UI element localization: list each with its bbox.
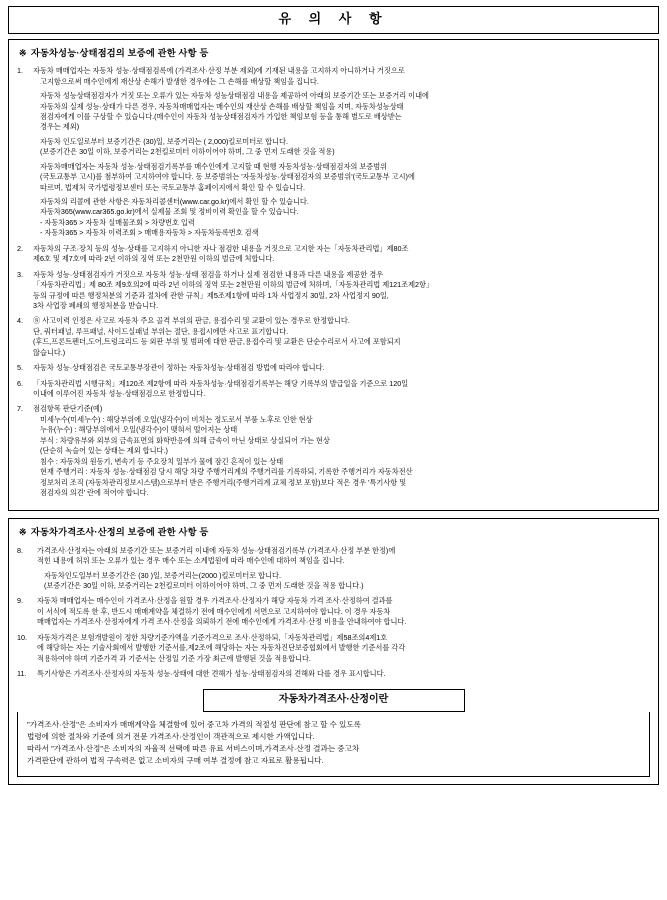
clause-11-number: 11. xyxy=(17,669,27,679)
clause-4-line-3: (후드,프론트펜더,도어,트렁크리드 등 외판 부위 및 범퍼에 대한 판금,용접수리 및 교환은 단순수리로서 사고에 포함되지 xyxy=(33,337,401,347)
clause-7 xyxy=(17,404,650,498)
clause-2-line-1: 자동차의 구조·장치 등의 성능·상태를 고지하지 아니한 자나 점검한 내용을 거짓으로 고지한 자는「자동차관리법」제80조 xyxy=(33,243,409,253)
clause-4 xyxy=(17,316,650,358)
clause-7-sub-1: 미세누수(미세누수) : 해당부위에 오일(냉각수)이 비치는 정도로서 부품 노후로 인한 현상 xyxy=(40,414,313,424)
clause-1-sub-3-line-1: 자동차매매업자는 자동차 성능·상태점검기록부를 매수인에게 고지할 때 현행 자동차성능·상태점검자의 보증범위 xyxy=(40,161,388,171)
clause-1-sub-3 xyxy=(33,162,650,193)
clause-1-number: 1. xyxy=(17,66,23,76)
clause-1-line-1: 자동차 매매업자는 자동차 성능·상태점검록에 (가격조사·산정 부분 제외)에 기재된 내용을 고지하지 아니하거나 거짓으로 xyxy=(33,66,405,76)
clause-1-sub-2-line-1: 자동차 인도일로부터 보증기간은 (30)일, 보증거리는 ( 2,000)킬로미터로 합니다. xyxy=(40,136,288,146)
clause-1-sub-3-line-3: 따르며, 법제처 국가법령정보센터 또는 국토교통부 홈페이지에서 확인 할 수 있습니다. xyxy=(40,182,305,192)
price-assessment-definition xyxy=(17,689,650,777)
clause-4-line-1: ⑧ 사고이력 인정은 사고로 자동차 주요 골격 부위의 판금, 용접수리 및 교환이 있는 경우로 한정합니다. xyxy=(33,316,350,326)
page-title: 유 의 사 항 xyxy=(8,6,659,34)
clause-11-body xyxy=(37,669,650,679)
clause-10-line-3: 적용하여야 하며 기준가격 과 기준서는 산정일 기준 가장 최근에 발행된 것을 적용합니다. xyxy=(37,653,311,663)
clause-1-sub-4-line-2: 자동차365(www.car365.go.kr)에서 실제물 조회 및 정비이력 확인을 할 수 있습니다. xyxy=(40,207,299,217)
clause-7-sub-2: 누유(누수) : 해당부위에서 오일(냉각수)이 맺혀서 떨어지는 상태 xyxy=(40,425,238,435)
clause-8-number: 8. xyxy=(17,545,23,555)
clause-8-sub-1-line-2: (보증기간은 30일 이하, 보증거리는 2천킬로미터 이하이어야 하며, 그 중 먼저 도래한 것을 적용 합니다.) xyxy=(44,581,364,591)
clause-1-sub-3-line-2: (국토교통부 고시)를 첨부하여 고지하여야 합니다. 동 보증범위는 '자동차성능·상태점검자의 보증범위'(국토교통부 고시)에 xyxy=(40,172,415,182)
clause-7-line-1: 점검항목 판단기준(예) xyxy=(33,404,103,414)
clause-2-number: 2. xyxy=(17,243,23,253)
clause-3-line-3: 등의 규정에 따른 행정처분의 기준과 절차에 관한 규칙」제5조제1항에 따라 1차 사업정지 30일, 2차 사업정지 90일, xyxy=(33,290,389,300)
clause-5-body xyxy=(33,363,650,373)
clause-9-line-3: 매매업자는 가격조사·산정자에게 가격 조사·산정을 의뢰하기 전에 매수인에게 가격조사·산정 비용을 안내하여야 합니다. xyxy=(37,617,407,627)
clause-8-sub-1-line-1: 자동차인도일부터 보증기간은 (30 )일, 보증거리는(2000 )킬로미터로 합니다. xyxy=(44,570,282,580)
clause-6-number: 6. xyxy=(17,378,23,388)
clause-7-sub-4: 침수 : 자동차의 원동기, 변속기 등 주요장치 일부가 물에 잠긴 흔적이 있는 상태 xyxy=(40,456,284,466)
clause-1-sub-1-line-3: 점검자에게 이를 구상할 수 있습니다.(매수인이 자동차 성능상태점검자가 가입한 책임보험 등을 통해 별도로 배상받는 xyxy=(40,111,402,121)
clause-10 xyxy=(17,633,650,664)
clause-1-line-2: 고지함으로써 매수인에게 재산상 손해가 발생한 경우에는 그 손해를 배상할 책임을 집니다. xyxy=(40,76,319,86)
clause-10-body xyxy=(37,633,650,664)
clause-1-sub-4 xyxy=(33,197,650,239)
clause-3-number: 3. xyxy=(17,269,23,279)
clause-7-body xyxy=(33,404,650,498)
clause-10-line-1: 자동차가격은 보험개발원이 정한 차량기준가액을 기준가격으로 조사·산정하되,「자동차관리법」제58조의4제1호 xyxy=(37,632,388,642)
clause-1-body xyxy=(33,66,650,239)
definition-line-2: 법령에 의한 절차와 기준에 의거 전문 가격조사·산정인이 객관적으로 제시한 가액입니다. xyxy=(27,732,315,742)
clause-2 xyxy=(17,244,650,265)
clause-1-sub-1-line-4: 경우는 제외) xyxy=(40,122,80,132)
clause-10-number: 10. xyxy=(17,632,27,642)
section1-heading-text: 자동차성능·상태점검의 보증에 관한 사항 등 xyxy=(30,47,209,58)
clause-8-line-2: 적힌 내용에 허위 또는 오류가 있는 경우 매수 또는 소계법원에 따라 매수인에 대하여 책임을 집니다. xyxy=(37,556,345,566)
clause-3 xyxy=(17,270,650,312)
clause-8-sub-1 xyxy=(37,571,650,592)
clause-6-line-2: 이내에 이루어진 자동차 성능·상태점검으로 한정합니다. xyxy=(33,389,206,398)
definition-line-4: 가격판단에 관하여 법적 구속력은 없고 소비자의 구매 여부 결정에 참고 자료로 활용됩니다. xyxy=(27,756,324,766)
clause-10-line-2: 에 해당하는 자는 기술사회에서 발행한 기준서를,제2조에 해당하는 자는 자동차진단보증협회에서 발행한 기준서를 각각 xyxy=(37,643,406,653)
clause-4-number: 4. xyxy=(17,316,23,326)
clause-3-line-1: 자동차 성능·상태점검자가 거짓으로 자동차 성능·상태 점검을 하거나 실제 점검한 내용과 다른 내용을 제공한 경우 xyxy=(33,269,384,279)
clause-4-line-2: 단, 쿼터패널, 루프패널, 사이드실패널 부위는 절단, 용접시에만 사고로 표기합니다. xyxy=(33,326,289,336)
clause-11-line-1: 특기사항은 가격조사·산정자의 자동차 성능·상태에 대한 견해가 성능·상태점검자의 견해와 다를 경우 표시합니다. xyxy=(37,669,386,679)
clause-6-body xyxy=(33,379,650,400)
clause-9 xyxy=(17,596,650,627)
clause-1-sub-1-line-1: 자동차 성능상태점검자가 거짓 또는 오류가 있는 자동차 성능상태점검 내용을 제공하여 아래의 보증기간 또는 보증거리 이내에 xyxy=(40,91,430,101)
clause-3-line-4: 3차 사업장 폐쇄의 행정처분을 받습니다. xyxy=(33,300,159,310)
clause-5-number: 5. xyxy=(17,363,23,373)
clause-1-sub-4-detail-1: - 자동차365 > 자동차 실매물조회 > 차량번호 입력 xyxy=(40,217,195,227)
definition-line-3: 따라서 "가격조사·산정"은 소비자의 자율적 선택에 따른 유료 서비스이며,가격조사·산정 결과는 중고차 xyxy=(27,744,360,754)
section1-heading xyxy=(19,47,650,60)
clause-1-sub-2 xyxy=(33,137,650,158)
clause-1-sub-2-line-2: (보증기간은 30일 이하, 보증거리는 2천킬로미터 이하이어야 하며, 그 중 먼저 도래한 것을 적용) xyxy=(40,147,335,157)
clause-7-sub-list xyxy=(33,415,650,499)
clause-9-line-1: 자동차 매매업자는 매수인이 가격조사·산정을 원할 경우 가격조사·산정자가 해당 자동차 가격 조사·산정하여 결과를 xyxy=(37,596,393,606)
section-performance-inspection xyxy=(8,39,659,512)
clause-2-line-2: 제6호 및 제7호에 따라 2년 이하의 징역 또는 2천만원 이하의 벌금에 처합니다. xyxy=(33,254,275,264)
clause-2-body xyxy=(33,244,650,265)
clause-4-body xyxy=(33,316,650,358)
section2-heading-text: 자동차가격조사·산정의 보증에 관한 사항 등 xyxy=(30,527,209,538)
clause-7-sub-5-line-2: 정보처리 조직 (자동차관리정보시스템)으로부터 받은 주행거리(주행거리계 교체 정보 포함)보다 적은 경우 '특기사항 및 xyxy=(40,477,407,487)
clause-11 xyxy=(17,669,650,679)
clause-8-line-1: 가격조사·산정자는 아래의 보증기간 또는 보증거리 이내에 자동차 성능·상태점검기록부 (가격조사·산정 부분 한정)에 xyxy=(37,545,396,555)
clause-5 xyxy=(17,363,650,373)
clause-1-sub-4-detail-2: - 자동차365 > 자동차 이력조회 > 매매용자동차 > 자동차등록번호 검색 xyxy=(40,228,259,238)
section2-mark-icon: ※ xyxy=(19,527,27,538)
clause-8 xyxy=(17,546,650,592)
clause-6-line-1: 「자동차관리법 시행규칙」제120조 제2항에 따라 자동차성능·상태점검기록부는 해당 기록부의 발급일을 기준으로 120일 xyxy=(33,378,409,388)
definition-box-title: 자동차가격조사·산정이란 xyxy=(203,689,465,713)
clause-9-body xyxy=(37,596,650,627)
clause-8-body xyxy=(37,546,650,592)
clause-9-line-2: 이 서식에 적도록 한 후, 반드시 매매계약을 체결하기 전에 매수인에게 서면으로 고지하여야 합니다. 이 경우 자동차 xyxy=(37,606,391,616)
clause-7-sub-5-line-3: 점검자의 의견' 란에 적어야 합니다. xyxy=(40,487,149,497)
clause-7-sub-3-note: (단순히 녹슬어 있는 상태는 제외 합니다.) xyxy=(40,446,168,456)
clause-1 xyxy=(17,66,650,239)
clause-7-number: 7. xyxy=(17,404,23,414)
section-price-assessment xyxy=(8,518,659,784)
clause-1-sub-1 xyxy=(33,91,650,133)
clause-3-line-2: 「자동차관리법」제 80조 제9호의2에 따라 2년 이하의 징역 또는 2천만원 이하의 벌금에 처하며,「자동차관리법 제121조제2항」 xyxy=(33,280,434,290)
clause-3-body xyxy=(33,270,650,312)
clause-7-sub-3: 부식 : 차량유부와 외부의 금속표면의 화학반응에 의해 금속이 아닌 상태로 상실되어 가는 현상 xyxy=(40,435,330,445)
clause-9-number: 9. xyxy=(17,596,23,606)
definition-box-body xyxy=(17,712,650,777)
section1-mark-icon: ※ xyxy=(19,47,27,58)
section2-heading xyxy=(19,526,650,539)
clause-7-sub-5: 현재 주행거리 : 자동차 성능·상태점검 당시 해당 차량 주행거리계의 주행거리를 기록하되, 기록한 주행거리가 자동차전산 xyxy=(40,467,413,477)
clause-1-sub-1-line-2: 자동차의 실제 성능·상태가 다른 경우, 자동차매매업자는 매수인의 재산상 손해를 배상할 책임을 지며, 자동차성능상태 xyxy=(40,101,404,111)
clause-5-line-1: 자동차 성능·상태점검은 국토교통부장관이 정하는 자동차성능·상태점검 방법에 따라야 합니다. xyxy=(33,363,325,373)
clause-4-line-4: 않습니다.) xyxy=(33,347,66,357)
clause-1-sub-4-line-1: 자동차의 리콜에 관한 사항은 자동차리콜센터(www.car.go.kr)에서 확인 할 수 있습니다. xyxy=(40,197,309,206)
definition-line-1: "가격조사·산정"은 소비자가 매매계약을 체결함에 있어 중고차 가격의 적절성 판단에 참고 할 수 있도록 xyxy=(27,720,361,730)
clause-6 xyxy=(17,379,650,400)
